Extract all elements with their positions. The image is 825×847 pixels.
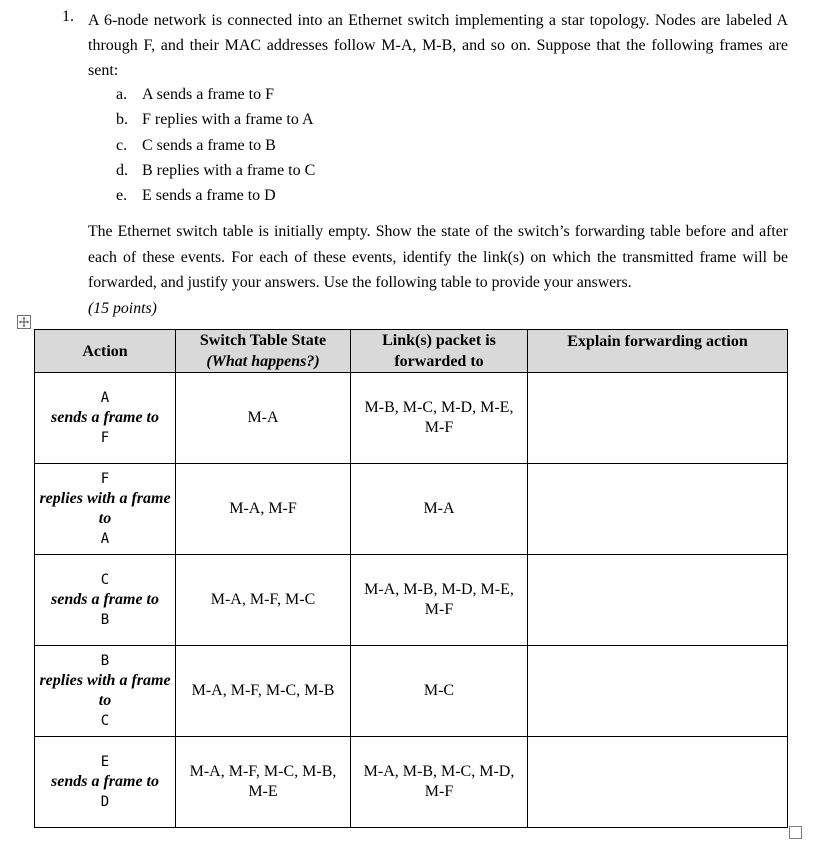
switch-state-cell[interactable]: M-A, M-F <box>176 464 351 555</box>
table-row <box>35 373 788 464</box>
action-cell[interactable] <box>35 646 176 737</box>
list-item <box>116 135 315 160</box>
explain-cell[interactable] <box>528 373 788 464</box>
source-node: F <box>100 471 110 487</box>
switch-state-cell[interactable]: M-A, M-F, M-C, M-B, M-E <box>176 737 351 828</box>
item-text: B replies with a frame to C <box>142 161 316 179</box>
source-node: C <box>100 572 110 588</box>
item-label: e. <box>116 187 128 205</box>
table-row <box>35 555 788 646</box>
header-switch-state <box>176 330 351 373</box>
answer-table <box>34 329 788 828</box>
action-cell[interactable] <box>35 464 176 555</box>
action-verb: replies with a frame to <box>39 672 171 709</box>
item-label: d. <box>116 161 128 179</box>
explain-cell[interactable] <box>528 646 788 737</box>
explain-cell[interactable] <box>528 464 788 555</box>
explain-cell[interactable] <box>528 555 788 646</box>
item-text: A sends a frame to F <box>142 86 274 103</box>
item-label: c. <box>116 136 128 154</box>
links-cell[interactable]: M-B, M-C, M-D, M-E, M-F <box>351 373 528 464</box>
action-verb: replies with a frame to <box>39 490 171 527</box>
explain-cell[interactable] <box>528 737 788 828</box>
instructions-text: The Ethernet switch table is initially empty. Show the state of the switch’s forwarding table before and after each of these events. For each of these events, identify the link(s) on which the transmitted frame will be forwarded, and justify your answers. Use the following table to provide your answers. <box>88 223 788 291</box>
header-explain: Explain forwarding action <box>528 330 788 373</box>
action-verb: sends a frame to <box>51 409 159 426</box>
list-item <box>116 109 315 134</box>
links-cell[interactable]: M-A, M-B, M-C, M-D, M-F <box>351 737 528 828</box>
action-verb: sends a frame to <box>51 773 159 790</box>
source-node: E <box>100 754 110 770</box>
switch-state-cell[interactable]: M-A <box>176 373 351 464</box>
header-action: Action <box>35 330 176 373</box>
destination-node: B <box>100 612 110 628</box>
destination-node: C <box>100 713 110 729</box>
table-row <box>35 646 788 737</box>
destination-node: A <box>100 531 110 547</box>
move-handle-icon[interactable] <box>17 315 31 329</box>
links-cell[interactable]: M-A, M-B, M-D, M-E, M-F <box>351 555 528 646</box>
destination-node: D <box>100 794 110 810</box>
item-label: a. <box>116 86 128 103</box>
item-text: F replies with a frame to A <box>142 111 314 129</box>
list-item <box>116 160 315 185</box>
question-intro: A 6-node network is connected into an Ethernet switch implementing a star topology. Nodes are labeled A through F, and their MAC addresses follow M-A, M-B, and so on. Suppose that the following frames are sent: <box>88 12 788 79</box>
links-cell[interactable]: M-A <box>351 464 528 555</box>
item-text: E sends a frame to D <box>142 187 276 205</box>
header-links <box>351 330 528 373</box>
links-cell[interactable]: M-C <box>351 646 528 737</box>
question-number: 1. <box>62 8 74 25</box>
instructions-paragraph <box>88 219 788 321</box>
resize-handle-icon[interactable] <box>789 826 802 839</box>
header-links-line2: forwarded to <box>394 353 484 370</box>
table-header-row <box>35 330 788 373</box>
action-cell[interactable] <box>35 555 176 646</box>
points-label: (15 points) <box>88 299 157 317</box>
action-cell[interactable] <box>35 737 176 828</box>
text-cursor <box>787 464 788 480</box>
source-node: B <box>100 653 110 669</box>
list-item <box>116 185 315 210</box>
move-arrows-icon <box>18 316 30 328</box>
switch-state-cell[interactable]: M-A, M-F, M-C <box>176 555 351 646</box>
header-state-sub: (What happens?) <box>206 353 320 370</box>
header-links-line1: Link(s) packet is <box>382 332 496 349</box>
switch-state-cell[interactable]: M-A, M-F, M-C, M-B <box>176 646 351 737</box>
list-item <box>116 84 315 109</box>
source-node: A <box>100 390 110 406</box>
table-row <box>35 737 788 828</box>
item-text: C sends a frame to B <box>142 136 276 154</box>
action-cell[interactable] <box>35 373 176 464</box>
action-verb: sends a frame to <box>51 591 159 608</box>
event-list <box>116 84 315 210</box>
table-row <box>35 464 788 555</box>
destination-node: F <box>100 430 110 446</box>
header-state-title: Switch Table State <box>199 332 327 349</box>
item-label: b. <box>116 111 128 129</box>
